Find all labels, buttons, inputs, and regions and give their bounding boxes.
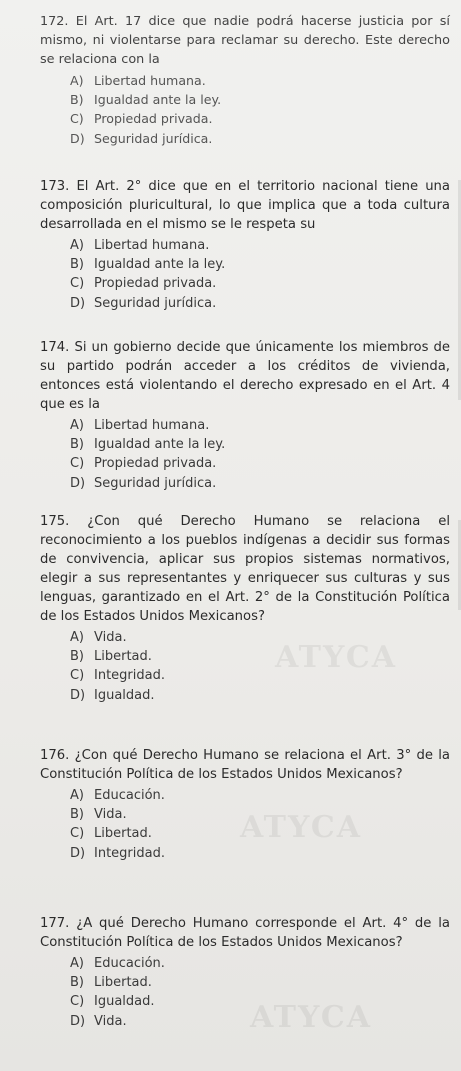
options-list bbox=[40, 628, 450, 705]
option-b: B) Vida. bbox=[70, 807, 127, 823]
option-b: B) Libertad. bbox=[70, 649, 152, 665]
options-list bbox=[40, 786, 450, 863]
option-b: B) Libertad. bbox=[70, 975, 152, 991]
option-a: A) Libertad humana. bbox=[70, 238, 210, 253]
options-list bbox=[40, 71, 450, 148]
question-176 bbox=[40, 746, 450, 863]
option-b: B) Igualdad ante la ley. bbox=[70, 257, 226, 273]
question-text: ¿A qué Derecho Humano corresponde el Art. 4° de la Constitución Política de los Estados Unidos Mexicanos? bbox=[40, 916, 450, 950]
option-d: D) Seguridad jurídica. bbox=[70, 295, 217, 311]
question-175 bbox=[40, 512, 450, 705]
option-d: D) Integridad. bbox=[70, 845, 165, 861]
question-173 bbox=[40, 177, 450, 313]
option-a: A) Educación. bbox=[70, 788, 165, 803]
question-177 bbox=[40, 914, 450, 1031]
option-a: A) Libertad humana. bbox=[70, 73, 206, 88]
question-text: El Art. 2° dice que en el territorio nacional tiene una composición pluricultural, lo que implica que a toda cultura desarrollada en el mismo se le respeta su bbox=[40, 179, 450, 232]
watermark: ATYCA bbox=[275, 640, 398, 675]
question-stem bbox=[40, 177, 450, 234]
question-172 bbox=[40, 12, 450, 148]
question-stem bbox=[40, 512, 450, 626]
option-d: D) Seguridad jurídica. bbox=[70, 475, 217, 491]
question-stem bbox=[40, 914, 450, 952]
options-list bbox=[40, 954, 450, 1031]
question-text: ¿Con qué Derecho Humano se relaciona el reconocimiento a los pueblos indígenas a decidir sus formas de convivencia, aplicar sus propios sistemas normativos, elegir a sus representantes y enriquecer sus culturas y sus lenguas, garantizado en el Art. 2° de la Constitución Política de los Estados Unidos Mexicanos? bbox=[40, 514, 450, 624]
option-b: B) Igualdad ante la ley. bbox=[70, 92, 222, 108]
options-list bbox=[40, 236, 450, 313]
watermark: ATYCA bbox=[240, 810, 363, 845]
option-c: C) Propiedad privada. bbox=[70, 276, 217, 292]
question-number: 174. bbox=[40, 340, 70, 355]
option-c: C) Igualdad. bbox=[70, 994, 155, 1010]
question-number: 172. bbox=[40, 14, 69, 29]
option-d: D) Vida. bbox=[70, 1013, 127, 1029]
option-c: C) Integridad. bbox=[70, 668, 165, 684]
question-stem bbox=[40, 12, 450, 69]
option-c: C) Propiedad privada. bbox=[70, 456, 217, 472]
option-c: C) Libertad. bbox=[70, 826, 152, 842]
question-number: 173. bbox=[40, 179, 70, 194]
question-number: 176. bbox=[40, 748, 70, 763]
option-a: A) Libertad humana. bbox=[70, 418, 210, 433]
question-174 bbox=[40, 338, 450, 493]
question-text: ¿Con qué Derecho Humano se relaciona el Art. 3° de la Constitución Política de los Estados Unidos Mexicanos? bbox=[40, 748, 450, 782]
option-d: D) Seguridad jurídica. bbox=[70, 130, 213, 146]
options-list bbox=[40, 416, 450, 493]
watermark: ATYCA bbox=[250, 1000, 373, 1035]
option-c: C) Propiedad privada. bbox=[70, 111, 213, 127]
option-a: A) Vida. bbox=[70, 630, 127, 645]
option-d: D) Igualdad. bbox=[70, 687, 155, 703]
option-a: A) Educación. bbox=[70, 956, 165, 971]
question-stem bbox=[40, 746, 450, 784]
question-text: Si un gobierno decide que únicamente los miembros de su partido podrán acceder a los créditos de vivienda, entonces está violentando el derecho expresado en el Art. 4 que es la bbox=[40, 340, 450, 412]
question-stem bbox=[40, 338, 450, 414]
question-number: 177. bbox=[40, 916, 70, 931]
question-text: El Art. 17 dice que nadie podrá hacerse justicia por sí mismo, ni violentarse para reclamar su derecho. Este derecho se relaciona con la bbox=[40, 14, 450, 67]
question-number: 175. bbox=[40, 514, 70, 529]
option-b: B) Igualdad ante la ley. bbox=[70, 437, 226, 453]
